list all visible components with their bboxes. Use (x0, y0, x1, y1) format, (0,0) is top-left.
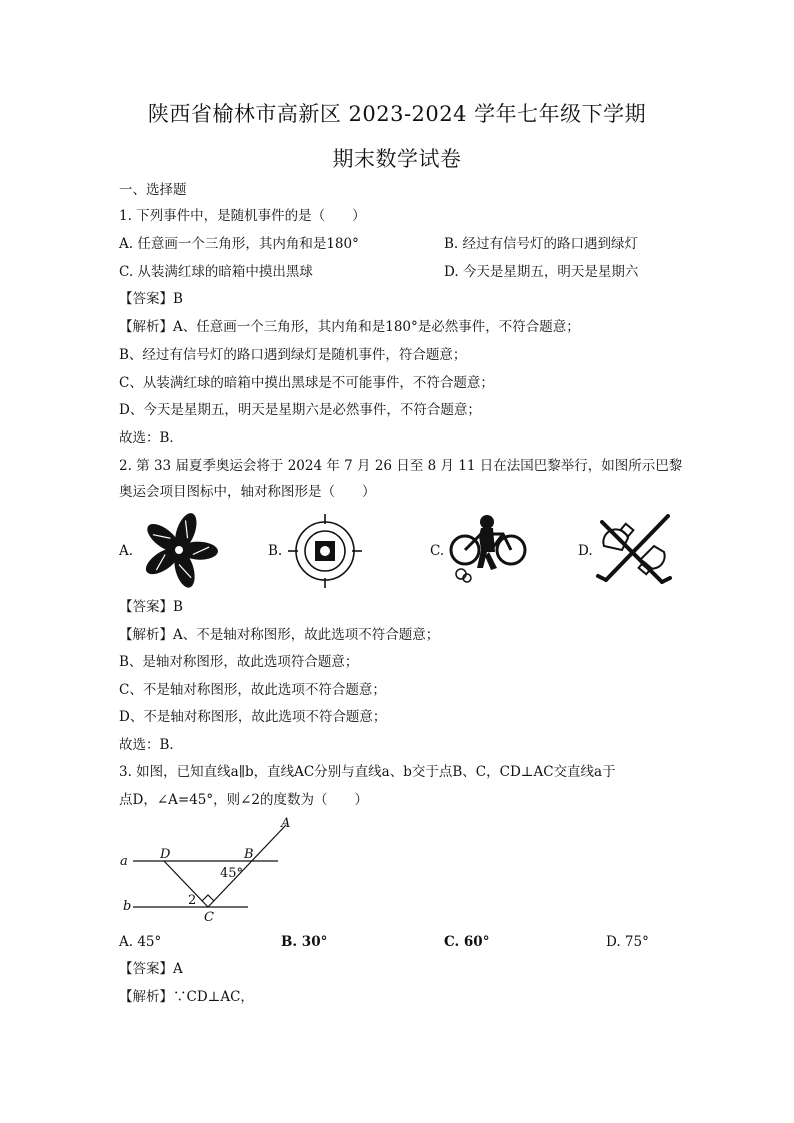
point-label-a: A (281, 816, 291, 831)
hockey-sticks-icon (592, 508, 676, 592)
point-label-b: B (244, 847, 254, 862)
point-label-d: D (160, 847, 171, 862)
geometry-figure (118, 815, 308, 925)
q2-analysis-line: B、是轴对称图形，故此选项符合题意； (119, 654, 359, 670)
line-label-a: a (120, 854, 128, 869)
angle-45-label: 45° (220, 866, 244, 881)
q2-label-a: A. (119, 543, 134, 559)
section-heading: 一、选择题 (119, 182, 187, 198)
q1-conclusion: 故选：B． (119, 430, 183, 446)
cyclist-icon (447, 512, 529, 588)
q1-analysis-line: B、经过有信号灯的路口遇到绿灯是随机事件，符合题意； (119, 347, 467, 363)
q2-analysis-line: D、不是轴对称图形，故此选项不符合题意； (119, 709, 387, 725)
q2-label-d: D. (578, 543, 593, 559)
pinwheel-icon (134, 510, 224, 590)
q1-option-a: A. 任意画一个三角形，其内角和是180° (119, 236, 359, 252)
q2-analysis-line: 【解析】A、不是轴对称图形，故此选项不符合题意； (119, 627, 440, 643)
q3-option-c: C. 60° (444, 934, 490, 950)
q3-option-d: D. 75° (606, 934, 649, 950)
q2-analysis-line: C、不是轴对称图形，故此选项不符合题意； (119, 682, 386, 698)
q1-option-b: B. 经过有信号灯的路口遇到绿灯 (444, 236, 639, 252)
q2-stem: 奥运会项目图标中，轴对称图形是（ ） (119, 484, 376, 500)
q3-option-b: B. 30° (281, 934, 328, 950)
q3-answer: 【答案】A (119, 961, 183, 977)
q1-analysis-line: C、从装满红球的暗箱中摸出黑球是不可能事件，不符合题意； (119, 375, 494, 391)
q2-stem: 2. 第 33 届夏季奥运会将于 2024 年 7 月 26 日至 8 月 11 日在法国巴黎举行，如图所示巴黎 (119, 458, 683, 474)
q2-answer: 【答案】B (119, 599, 183, 615)
q1-analysis-line: 【解析】A、任意画一个三角形，其内角和是180°是必然事件，不符合题意； (119, 319, 580, 335)
q3-option-a: A. 45° (119, 934, 162, 950)
q2-label-c: C. (430, 543, 445, 559)
q1-stem: 1. 下列事件中，是随机事件的是（ ） (119, 208, 366, 224)
q2-conclusion: 故选：B． (119, 737, 183, 753)
q1-answer: 【答案】B (119, 291, 183, 307)
point-label-c: C (204, 910, 214, 925)
q3-stem: 点D，∠A=45°，则∠2的度数为（ ） (119, 792, 369, 808)
q2-label-b: B. (268, 543, 283, 559)
page-subtitle: 期末数学试卷 (332, 147, 462, 171)
q3-analysis-line: 【解析】∵CD⊥AC， (119, 989, 254, 1005)
q1-option-d: D. 今天是星期五，明天是星期六 (444, 264, 639, 280)
line-label-b: b (123, 899, 132, 914)
q1-analysis-line: D、今天是星期五，明天是星期六是必然事件，不符合题意； (119, 402, 481, 418)
q3-stem: 3. 如图，已知直线a∥b，直线AC分别与直线a、b交于点B、C，CD⊥AC交直线a于 (119, 764, 616, 780)
page-title: 陕西省榆林市高新区 2023-2024 学年七年级下学期 (147, 102, 647, 126)
q1-option-c: C. 从装满红球的暗箱中摸出黑球 (119, 264, 313, 280)
angle-2-label: 2 (188, 893, 197, 908)
target-icon (286, 512, 364, 590)
